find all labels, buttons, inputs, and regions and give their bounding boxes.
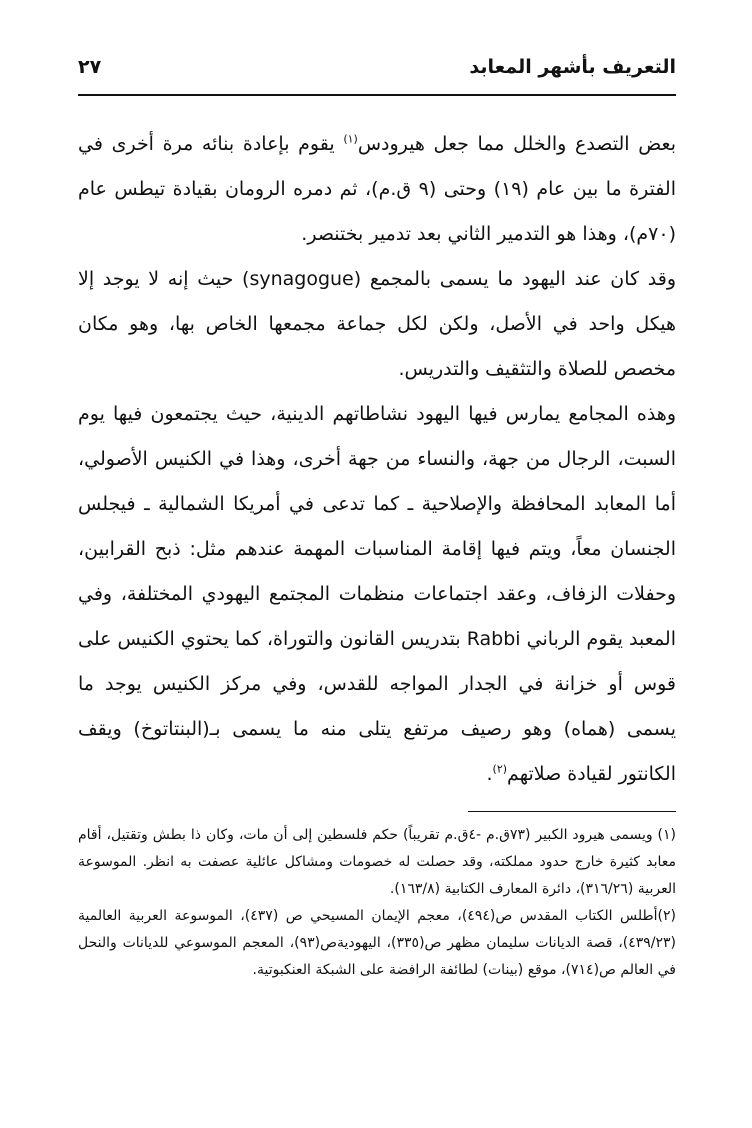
book-page [78, 48, 676, 984]
paragraph: وقد كان عند اليهود ما يسمى بالمجمع (synagogue) حيث إنه لا يوجد إلا هيكل واحد في الأصل، ولكن لكل جماعة مجمعها الخاص بها، وهو مكان مخصص للصلاة والتثقيف والتدريس. [78, 268, 676, 380]
paragraph [78, 122, 676, 257]
paragraph-text: . [486, 763, 493, 785]
paragraph-text: يقوم بإعادة بنائه مرة أخرى في الفترة ما بين عام (١٩) وحتى (٩ ق.م)، ثم دمره الرومان بقيادة تيطس عام (٧٠م)، وهذا هو التدمير الثاني بعد تدمير بختنصر. [78, 133, 676, 245]
running-header [78, 48, 676, 96]
footnote-ref[interactable]: (١) [343, 132, 358, 146]
footnote: (٢)أطلس الكتاب المقدس ص(٤٩٤)، معجم الإيمان المسيحي ص (٤٣٧)، الموسوعة العربية العالمية (٤٣٩/٢٣)، قصة الديانات سليمان مظهر ص(٣٣٥)، اليهوديةص(٩٣)، المعجم الموسوعي للديانات والنحل في العالم ص(٧١٤)، موقع (بينات) لطائفة الرافضة على الشبكة العنكبوتية. [78, 908, 677, 978]
main-text [78, 122, 676, 797]
footnote-ref[interactable]: (٢) [492, 762, 508, 776]
paragraph-text: بعض التصدع والخلل مما جعل هيرودس [357, 133, 676, 155]
page-number: ٢٧ [78, 56, 102, 78]
paragraph [78, 392, 676, 797]
footnote-divider [468, 811, 676, 812]
chapter-title: التعريف بأشهر المعابد [469, 56, 676, 78]
paragraph-text: وهذه المجامع يمارس فيها اليهود نشاطاتهم الدينية، حيث يجتمعون فيها يوم السبت، الرجال من جهة، والنساء من جهة أخرى، وهذا في الكنيس الأصولي، أما المعابد المحافظة والإصلاحية ـ كما تدعى في أمريكا الشمالية ـ فيجلس الجنسان معاً، ويتم فيها إقامة المناسبات المهمة عندهم مثل: ذبح القرابين، وحفلات الزفاف، وعقد اجتماعات منظمات المجتمع اليهودي المختلفة، وفي المعبد يقوم الرباني Rabbi بتدريس القانون والتوراة، كما يحتوي الكنيس على قوس أو خزانة في الجدار المواجه للقدس، وفي مركز الكنيس يوجد ما يسمى (هماه) وهو رصيف مرتفع يتلى منه ما يسمى بـ(البنتاتوخ) ويقف الكانتور لقيادة صلاتهم [78, 403, 676, 785]
footnotes [78, 822, 676, 984]
footnote: (١) ويسمى هيرود الكبير (٧٣ق.م -٤ق.م تقريباً) حكم فلسطين إلى أن مات، وكان ذا بطش وتقتيل، أقام معابد كثيرة خارج حدود مملكته، وقد حصلت له خصومات ومشاكل عائلية عصفت به انظر. الموسوعة العربية (٣١٦/٢٦)، دائرة المعارف الكتابية (١٦٣/٨). [78, 827, 677, 897]
